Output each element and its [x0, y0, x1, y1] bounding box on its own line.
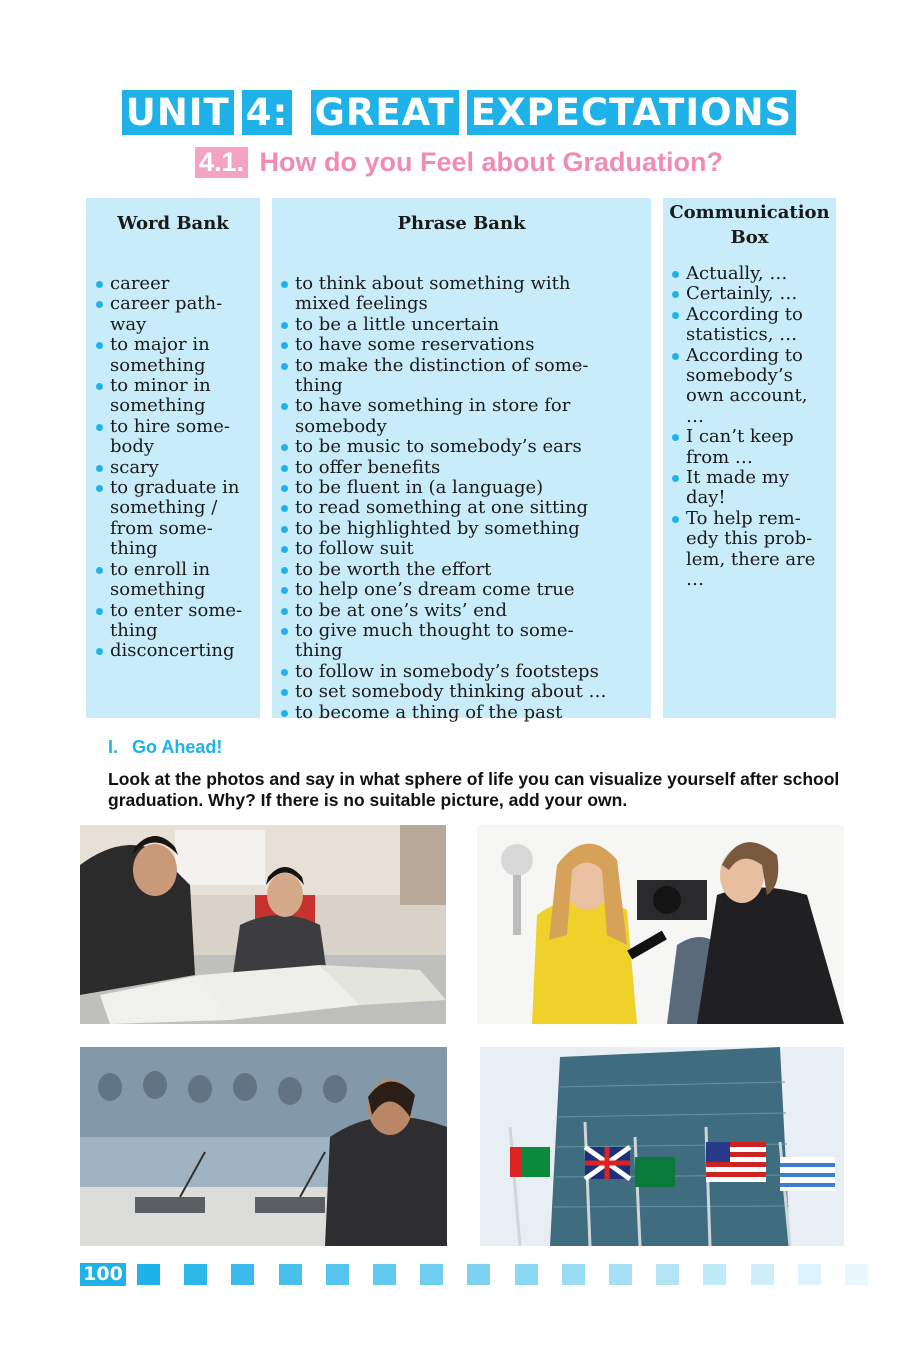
word-bank-list	[86, 236, 260, 662]
unit-word-expectations: EXPECTATIONS	[467, 90, 797, 135]
list-item: scary	[92, 458, 254, 478]
list-item: disconcerting	[92, 641, 254, 661]
lesson-title	[0, 147, 918, 178]
footer-square	[279, 1264, 302, 1285]
communication-box-title: Communication Box	[669, 202, 830, 248]
phrase-bank-list	[272, 236, 651, 723]
footer-square	[231, 1264, 254, 1285]
list-item: to graduate in something / from some- thing	[92, 478, 254, 560]
section-number: I.	[108, 737, 119, 757]
lesson-title-text: How do you Feel about Graduation?	[259, 147, 724, 177]
footer-square	[326, 1264, 349, 1285]
list-item: to be a little uncertain	[277, 315, 647, 335]
footer-square	[184, 1264, 207, 1285]
section-heading	[108, 737, 222, 758]
list-item: to have some reservations	[277, 335, 647, 355]
footer-square	[420, 1264, 443, 1285]
list-item: to make the distinction of some- thing	[277, 356, 647, 397]
phrase-bank-panel	[272, 198, 651, 723]
list-item: to enter some- thing	[92, 601, 254, 642]
communication-box-list	[663, 250, 836, 591]
list-item: to give much thought to some- thing	[277, 621, 647, 662]
unit-label: UNIT	[122, 90, 234, 135]
list-item: to have something in store for somebody	[277, 396, 647, 437]
list-item: to be worth the effort	[277, 560, 647, 580]
list-item: to follow in somebody’s footsteps	[277, 662, 647, 682]
list-item: I can’t keep from …	[668, 427, 832, 468]
list-item: Certainly, …	[668, 284, 832, 304]
photo-students-studying	[80, 825, 446, 1024]
list-item: To help rem- edy this prob- lem, there are …	[668, 509, 832, 591]
list-item: to be at one’s wits’ end	[277, 601, 647, 621]
list-item: Actually, …	[668, 264, 832, 284]
section-instructions: Look at the photos and say in what sphere of life you can visualize yourself after school graduation. Why? If there is no suitable picture, add your own.	[108, 769, 840, 810]
list-item: to minor in something	[92, 376, 254, 417]
photo-conference-interpreter	[80, 1047, 447, 1246]
footer-square	[562, 1264, 585, 1285]
photo-un-building-flags	[480, 1047, 844, 1246]
list-item: to help one’s dream come true	[277, 580, 647, 600]
list-item: career path- way	[92, 294, 254, 335]
footer-square	[609, 1264, 632, 1285]
list-item: to become a thing of the past	[277, 703, 647, 723]
list-item: to think about something with mixed feelings	[277, 274, 647, 315]
phrase-bank-title: Phrase Bank	[397, 213, 526, 234]
footer-square	[467, 1264, 490, 1285]
list-item: to read something at one sitting	[277, 498, 647, 518]
list-item: career	[92, 274, 254, 294]
list-item: to offer benefits	[277, 458, 647, 478]
list-item: According to statistics, …	[668, 305, 832, 346]
footer-square	[845, 1264, 868, 1285]
communication-box-panel	[663, 198, 836, 718]
footer-square	[798, 1264, 821, 1285]
list-item: to hire some- body	[92, 417, 254, 458]
footer-square	[751, 1264, 774, 1285]
footer-square	[656, 1264, 679, 1285]
unit-word-great: GREAT	[311, 90, 459, 135]
list-item: to enroll in something	[92, 560, 254, 601]
footer-square	[703, 1264, 726, 1285]
list-item: to be music to somebody’s ears	[277, 437, 647, 457]
photo-tv-interview	[477, 825, 844, 1024]
word-bank-title: Word Bank	[117, 213, 229, 234]
list-item: to set somebody thinking about …	[277, 682, 647, 702]
unit-number: 4:	[242, 90, 293, 135]
page-number: 100	[80, 1263, 126, 1286]
section-title: Go Ahead!	[132, 737, 223, 757]
list-item: to follow suit	[277, 539, 647, 559]
footer-square	[373, 1264, 396, 1285]
list-item: to be highlighted by something	[277, 519, 647, 539]
list-item: According to somebody’s own account, …	[668, 346, 832, 428]
list-item: to be fluent in (a language)	[277, 478, 647, 498]
footer-square	[515, 1264, 538, 1285]
footer-square	[137, 1264, 160, 1285]
lesson-number: 4.1.	[195, 147, 248, 178]
word-bank-panel	[86, 198, 260, 718]
list-item: to major in something	[92, 335, 254, 376]
unit-title	[0, 90, 918, 135]
list-item: It made my day!	[668, 468, 832, 509]
